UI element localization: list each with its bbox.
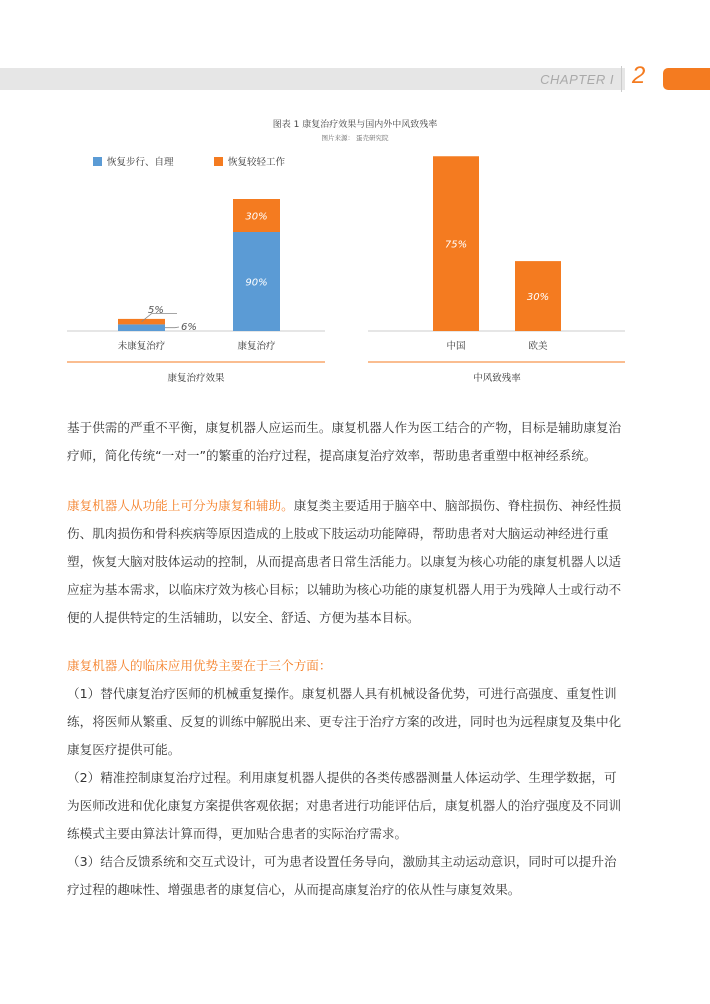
figure-title: 图表 1 康复治疗效果与国内外中风致残率: [272, 120, 438, 130]
bar-value-label: 5%: [148, 305, 164, 316]
paragraph-line: 为医师改进和优化康复方案提供客观依据；对患者进行功能评估后，康复机器人的治疗强度及不同训: [67, 798, 622, 813]
figure-charts: [0, 0, 710, 400]
paragraph-line: （1）替代康复治疗医师的机械重复操作。康复机器人具有机械设备优势，可进行高强度、重复性训: [67, 686, 617, 701]
left-bar-walk-0: [118, 324, 165, 331]
paragraph-line: 练模式主要由算法计算而得，更加贴合患者的实际治疗需求。: [67, 826, 408, 841]
paragraph-lead: 康复机器人从功能上可分为康复和辅助。: [67, 498, 294, 513]
paragraph-line: 便的人提供特定的生活辅助，以安全、舒适、方便为基本目标。: [67, 610, 420, 625]
legend-label: 恢复较轻工作: [228, 157, 286, 168]
paragraph-line: 应症为基本需求，以临床疗效为核心目标；以辅助为核心功能的康复机器人用于为残障人士或行动不: [67, 582, 622, 597]
bar-value-label: 75%: [444, 239, 468, 251]
legend-swatch: [93, 157, 102, 166]
x-tick-label: 欧美: [528, 341, 548, 352]
left-chart-title: 康复治疗效果: [167, 373, 225, 384]
paragraph-line: 伤、肌肉损伤和骨科疾病等原因造成的上肢或下肢运动功能障碍，帮助患者对大脑运动神经进行重: [67, 526, 609, 541]
paragraph-line: 康复医疗提供可能。: [67, 742, 181, 757]
paragraph-intro: [67, 414, 645, 470]
bar-value-label: 30%: [526, 292, 550, 304]
chapter-label: CHAPTER I: [540, 72, 614, 87]
x-tick-label: 未康复治疗: [117, 341, 166, 352]
paragraph-line: 疗过程的趣味性、增强患者的康复信心，从而提高康复治疗的依从性与康复效果。: [67, 882, 521, 897]
legend-label: 恢复步行、自理: [107, 157, 174, 168]
paragraph-line: （2）精准控制康复治疗过程。利用康复机器人提供的各类传感器测量人体运动学、生理学数据，可: [67, 770, 617, 785]
page-number: 2: [632, 62, 646, 89]
x-tick-label: 康复治疗: [237, 341, 276, 352]
paragraph-line: （3）结合反馈系统和交互式设计，可为患者设置任务导向，激励其主动运动意识，同时可以提升治: [67, 854, 617, 869]
paragraph-line: 基于供需的严重不平衡，康复机器人应运而生。康复机器人作为医工结合的产物，目标是辅助康复治: [67, 420, 622, 435]
bar-value-label: 30%: [245, 211, 268, 223]
figure-source: 图片来源： 蛋壳研究院: [321, 134, 389, 142]
paragraph-classification: [67, 492, 645, 632]
paragraph-lead: 康复机器人的临床应用优势主要在于三个方面：: [67, 658, 332, 673]
paragraph-line: 疗师，简化传统“一对一”的繁重的治疗过程，提高康复治疗效率，帮助患者重塑中枢神经系统。: [67, 448, 597, 463]
paragraph-line: 练，将医师从繁重、反复的训练中解脱出来、更专注于治疗方案的改进，同时也为远程康复及集中化: [67, 714, 622, 729]
paragraph-line: 塑，恢复大脑对肢体运动的控制，从而提高患者日常生活能力。以康复为核心功能的康复机器人以适: [67, 554, 622, 569]
x-tick-label: 中国: [446, 341, 466, 352]
right-chart-title: 中风致残率: [473, 373, 521, 384]
paragraph-advantages: [67, 652, 645, 904]
paragraph-line: 康复机器人从功能上可分为康复和辅助。康复类主要适用于脑卒中、脑部损伤、脊柱损伤、神经性损: [67, 498, 622, 513]
bar-value-label: 90%: [245, 277, 268, 289]
legend-swatch: [214, 157, 223, 166]
bar-value-label: 6%: [181, 322, 197, 333]
callout-line-walk: [165, 327, 179, 328]
